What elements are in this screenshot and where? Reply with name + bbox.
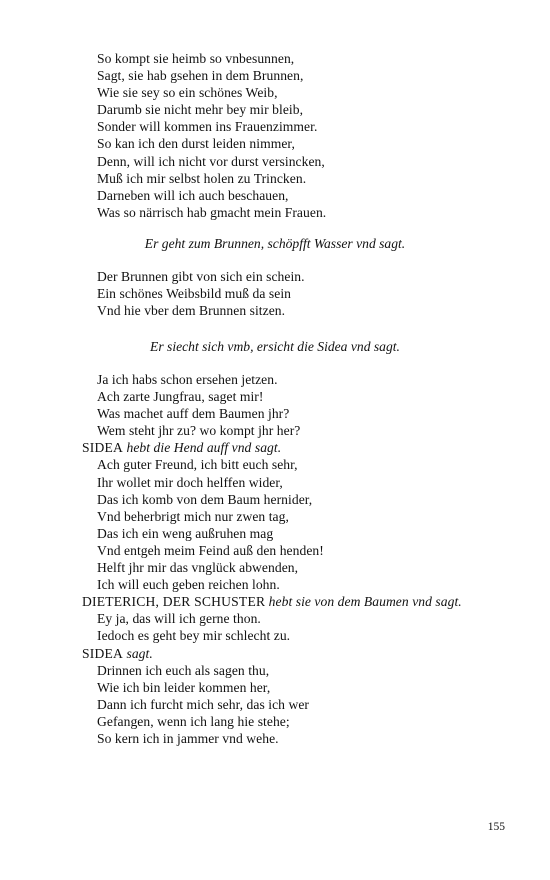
verse-line: Das ich ein weng außruhen mag (97, 525, 274, 541)
verse-block-1 (0, 50, 550, 221)
verse-line: Wie sie sey so ein schönes Weib, (97, 85, 278, 101)
verse-line: Was so närrisch hab gmacht mein Frauen. (97, 204, 327, 220)
speaker-direction: sagt. (126, 645, 153, 661)
verse-line: So kern ich in jammer vnd wehe. (97, 730, 279, 746)
page-number: 155 (487, 821, 505, 833)
stage-direction-2: Er siecht sich vmb, ersicht die Sidea vnd sagt. (150, 339, 400, 354)
speaker-line-sidea-2 (0, 645, 550, 662)
verse-line: Ey ja, das will ich gerne thon. (97, 611, 261, 627)
verse-line: Ach guter Freund, ich bitt euch sehr, (97, 457, 298, 473)
verse-line: Drinnen ich euch als sagen thu, (97, 662, 270, 678)
verse-line: So kompt sie heimb so vnbesunnen, (97, 51, 295, 66)
verse-line: Ein schönes Weibsbild muß da sein (97, 286, 291, 302)
verse-line: Ihr wollet mir doch helffen wider, (97, 474, 283, 490)
verse-line: Gefangen, wenn ich lang hie stehe; (97, 713, 290, 729)
verse-line: Ach zarte Jungfrau, saget mir! (97, 389, 264, 405)
verse-line: Das ich komb von dem Baum hernider, (97, 491, 313, 507)
speaker-name: DIETERICH, DER SCHUSTER (82, 594, 266, 610)
speaker-name: SIDEA (82, 440, 124, 456)
verse-line: Denn, will ich nicht vor durst versincken, (97, 153, 325, 169)
verse-line: Darumb sie nicht mehr bey mir bleib, (97, 102, 304, 118)
speaker-direction: hebt sie von dem Baumen vnd sagt. (268, 594, 462, 610)
verse-line: Sagt, sie hab gsehen in dem Brunnen, (97, 68, 304, 84)
verse-line: Wem steht jhr zu? wo kompt jhr her? (97, 423, 301, 439)
verse-line: Was machet auff dem Baumen jhr? (97, 406, 290, 422)
verse-line: Sonder will kommen ins Frauenzimmer. (97, 119, 318, 135)
verse-block-2 (0, 268, 550, 319)
verse-block-3 (0, 371, 550, 747)
speaker-direction: hebt die Hend auff vnd sagt. (126, 440, 282, 456)
verse-line: Iedoch es geht bey mir schlecht zu. (97, 628, 291, 644)
verse-line: Der Brunnen gibt von sich ein schein. (97, 269, 305, 284)
stage-direction-1: Er geht zum Brunnen, schöpfft Wasser vnd sagt. (144, 236, 406, 251)
speaker-name: SIDEA (82, 645, 124, 661)
verse-line: Vnd entgeh meim Feind auß den henden! (97, 542, 324, 558)
verse-line: Ich will euch geben reichen lohn. (97, 577, 280, 593)
speaker-line-sidea (0, 439, 550, 456)
verse-line: Vnd beherbrigt mich nur zwen tag, (97, 508, 289, 524)
verse-line: Wie ich bin leider kommen her, (97, 679, 271, 695)
speaker-line-dieterich (0, 593, 550, 610)
verse-line: So kan ich den durst leiden nimmer, (97, 136, 295, 152)
verse-line: Dann ich furcht mich sehr, das ich wer (97, 696, 309, 712)
verse-line: Helft jhr mir das vnglück abwenden, (97, 560, 299, 576)
verse-line: Ja ich habs schon ersehen jetzen. (97, 372, 278, 387)
verse-line: Muß ich mir selbst holen zu Trincken. (97, 170, 307, 186)
verse-line: Darneben will ich auch beschauen, (97, 187, 289, 203)
verse-line: Vnd hie vber dem Brunnen sitzen. (97, 303, 286, 319)
